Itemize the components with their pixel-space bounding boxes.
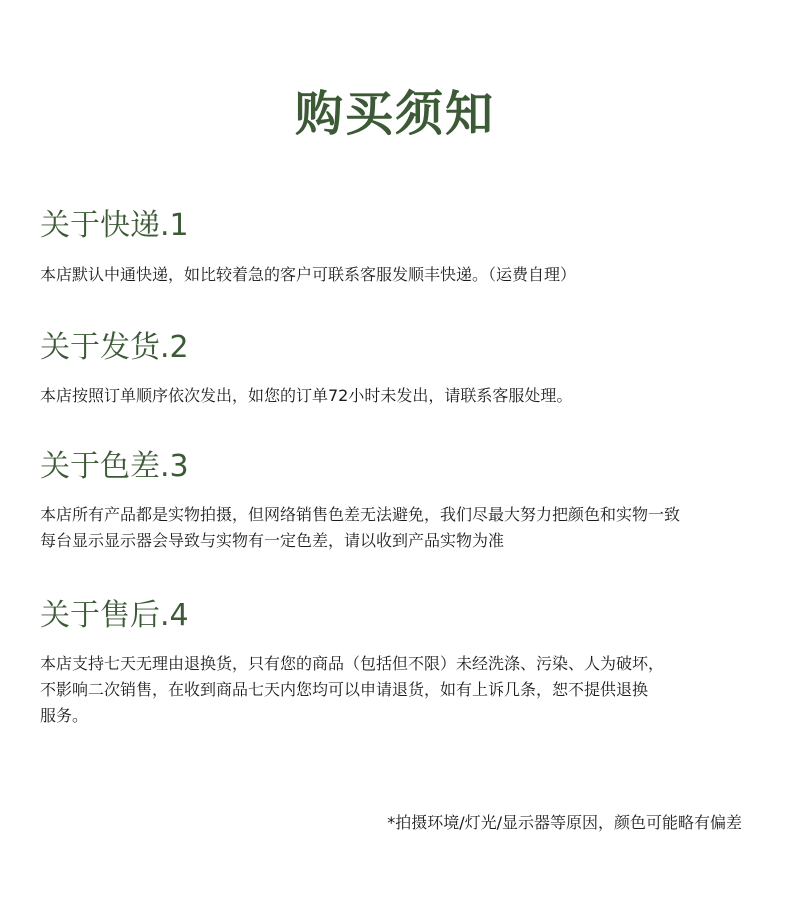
section-body-color-difference <box>40 502 770 554</box>
section-heading-after-sales: 关于售后.4 <box>40 598 189 633</box>
section-body-after-sales <box>40 651 770 729</box>
section-heading-shipping: 关于发货.2 <box>40 330 189 365</box>
section-line: 本店支持七天无理由退换货，只有您的商品（包括但不限）未经洗涤、污染、人为破坏， <box>40 654 665 673</box>
section-heading-color-difference: 关于色差.3 <box>40 449 189 484</box>
section-body-shipping <box>40 383 770 409</box>
section-line: 不影响二次销售，在收到商品七天内您均可以申请退货，如有上诉几条，恕不提供退换 <box>40 680 649 699</box>
section-body-express <box>40 262 770 288</box>
section-line: 服务。 <box>40 706 89 725</box>
section-line: 每台显示显示器会导致与实物有一定色差，请以收到产品实物为准 <box>40 531 505 550</box>
section-line: 本店所有产品都是实物拍摄，但网络销售色差无法避免，我们尽最大努力把颜色和实物一致 <box>40 505 681 524</box>
section-line: 本店默认中通快递，如比较着急的客户可联系客服发顺丰快递。（运费自理） <box>40 265 577 284</box>
footnote: *拍摄环境/灯光/显示器等原因，颜色可能略有偏差 <box>387 813 742 832</box>
section-line: 本店按照订单顺序依次发出，如您的订单72小时未发出，请联系客服处理。 <box>40 386 573 405</box>
page-title: 购买须知 <box>294 86 495 142</box>
section-heading-express: 关于快递.1 <box>40 208 189 243</box>
